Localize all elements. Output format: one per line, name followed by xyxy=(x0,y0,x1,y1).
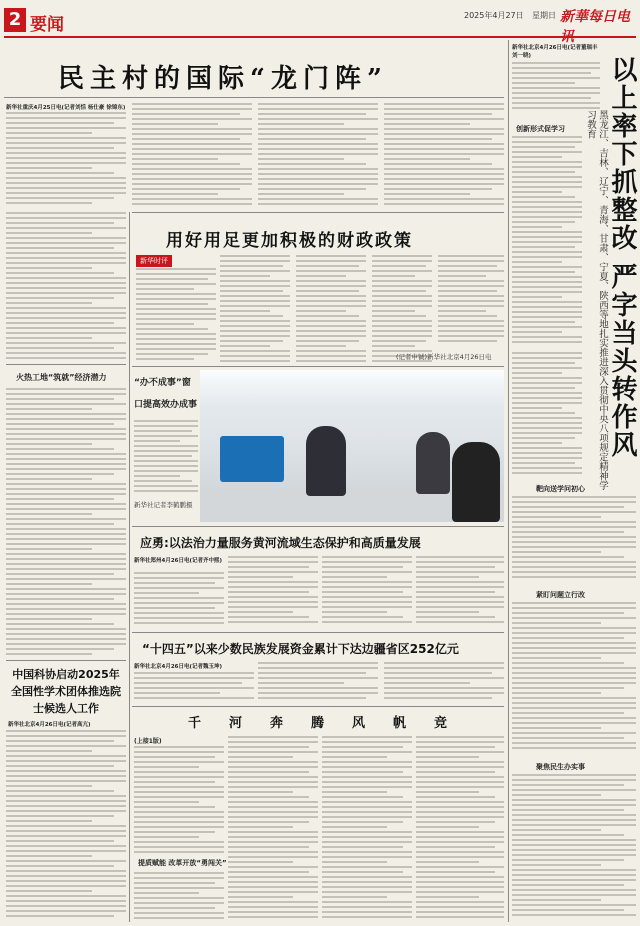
bottom-col4 xyxy=(416,736,504,922)
photo-caption-title: “办不成事”窗口提高效办成事 xyxy=(134,378,198,410)
issue-weekday: 星期日 xyxy=(532,11,556,20)
bottom-subheading: 提质赋能 改革开放“勇闯关” xyxy=(138,859,227,867)
staff-figure xyxy=(306,426,346,496)
right-headline: 以上率下抓整改 严字当头转作风 xyxy=(607,56,637,460)
bottom-headline: 千河奔腾风帆竞 xyxy=(188,716,476,731)
bottom-col1-bottom xyxy=(134,872,224,922)
fund-col3 xyxy=(384,662,504,700)
right-section-1: 创新形式促学习 xyxy=(516,125,565,133)
right-body-4 xyxy=(512,602,636,754)
right-subheadline: 黑龙江、吉林、辽宁、青海、甘肃、宁夏、陕西等地扎实推进深入贯彻中央八项规定精神学习教育 xyxy=(585,110,608,490)
yellow-river-col3 xyxy=(322,556,412,626)
academy-byline: 新华社北京4月26日电(记者高亢) xyxy=(8,722,91,728)
bottom-col2 xyxy=(228,736,318,922)
finance-bottom-rule xyxy=(132,366,504,367)
yellow-river-byline: 新华社郑州4月26日电(记者齐中熙) xyxy=(134,558,223,564)
ceiling-lights xyxy=(200,370,504,408)
photo-caption xyxy=(134,372,198,509)
photo-credit: 新华社记者李鹤鹏摄 xyxy=(134,501,193,509)
right-intro xyxy=(512,62,600,110)
commentary-tag: 新华时评 xyxy=(136,255,172,267)
right-section-3: 紧盯问题立行改 xyxy=(536,591,585,599)
main-headline-rule xyxy=(4,97,504,98)
right-section-2: 靶向送学问初心 xyxy=(536,485,585,493)
fire-top-rule xyxy=(6,364,126,365)
main-article-col1-cont xyxy=(6,212,126,360)
finance-top-rule xyxy=(132,212,504,213)
main-article-col1 xyxy=(6,112,126,207)
visitor-figure-right xyxy=(452,442,500,522)
right-dateline: 新华社北京4月26日电(记者董瑞丰 刘一晓) xyxy=(512,45,598,59)
service-window-photo xyxy=(200,370,504,522)
fund-col1 xyxy=(134,672,254,700)
fund-col2 xyxy=(258,662,378,700)
photo-caption-body xyxy=(134,420,198,496)
main-byline: 新华社重庆4月25日电(记者刘恬 杨仕豪 徐锦东) xyxy=(6,105,126,111)
finance-col4 xyxy=(372,255,432,365)
right-body-3 xyxy=(512,496,636,582)
page-number: 2 xyxy=(4,8,26,32)
finance-footer: (记者申铖)新华社北京4月26日电 xyxy=(396,353,492,361)
right-section-4: 聚焦民生办实事 xyxy=(536,763,585,771)
fund-byline: 新华社北京4月26日电(记者魏玉坤) xyxy=(134,664,223,670)
academy-headline: 中国科协启动2025年全国性学术团体推选院士候选人工作 xyxy=(11,668,121,715)
main-article-col4 xyxy=(384,103,504,207)
right-body-2 xyxy=(512,352,582,478)
fire-article-body xyxy=(6,388,126,658)
academy-top-rule xyxy=(6,660,126,661)
header-rule xyxy=(4,36,636,38)
bottom-continuation-tag: (上接1版) xyxy=(134,738,162,745)
fund-top-rule xyxy=(132,632,504,633)
newspaper-brand: 新華每日电讯 xyxy=(560,9,630,45)
left-column-divider xyxy=(129,212,130,922)
yellow-river-col4 xyxy=(416,556,504,626)
main-article-col2 xyxy=(132,103,252,207)
main-article-col3 xyxy=(258,103,378,207)
issue-date: 2025年4月27日 xyxy=(464,11,524,20)
academy-article-body xyxy=(6,730,126,920)
finance-headline: 用好用足更加积极的财政政策 xyxy=(166,231,413,251)
finance-col5 xyxy=(438,255,504,347)
yellow-river-col2 xyxy=(228,556,318,626)
main-headline: 民主村的国际“龙门阵” xyxy=(58,64,388,94)
finance-col2 xyxy=(220,255,290,365)
bottom-col3 xyxy=(322,736,412,922)
right-column-divider xyxy=(508,40,509,922)
right-body-5 xyxy=(512,774,636,922)
yellow-river-headline: 应勇:以法治力量服务黄河流域生态保护和高质量发展 xyxy=(140,536,421,550)
yellow-river-col1 xyxy=(134,572,224,626)
bottom-top-rule xyxy=(132,706,504,707)
fire-headline: 火热工地“筑就”经济潜力 xyxy=(16,373,107,382)
yellow-river-top-rule xyxy=(132,526,504,527)
section-name: 要闻 xyxy=(30,15,64,35)
service-sign xyxy=(220,436,284,482)
finance-col3 xyxy=(296,255,366,365)
bottom-col1-top xyxy=(134,746,224,854)
fund-headline: “十四五”以来少数民族发展资金累计下达边疆省区252亿元 xyxy=(142,642,459,656)
right-body-1 xyxy=(512,136,582,346)
finance-col1 xyxy=(136,268,216,364)
visitor-figure-left xyxy=(416,432,450,494)
